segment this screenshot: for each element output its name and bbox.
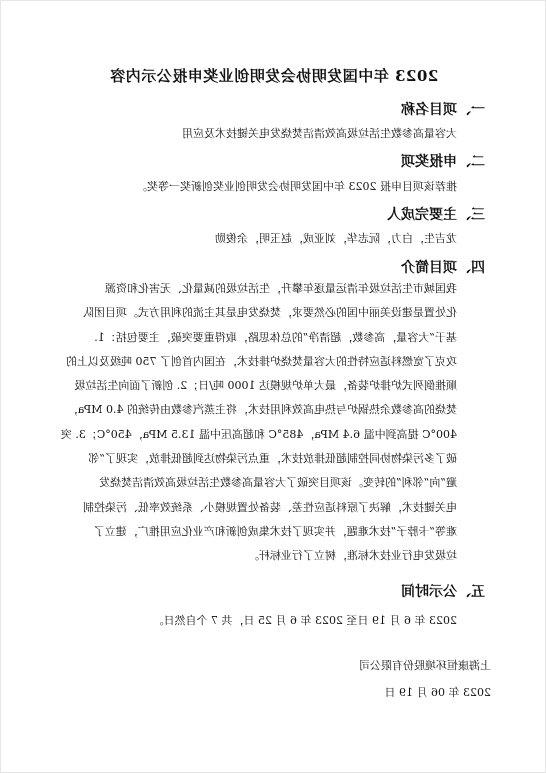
summary-line: 破了多污染物协同控制超低排放技术，重点污染物达到超低排放，实现了“邻 — [88, 452, 457, 466]
summary-line: 化处置是建设美丽中国的必然要求，焚烧发电是其主流的利用方式。项目团队 — [83, 306, 457, 320]
summary-line: 攻克了宽燃料适应特性的大容量焚烧炉排技术，在国内首创了 750 吨级及以上的 — [66, 354, 457, 368]
section-body-project-name: 大容量高参数生活垃圾高效清洁焚烧发电关键技术及应用 — [182, 127, 457, 140]
section-heading-publicity-period: 五、公示时间 — [401, 584, 485, 600]
summary-line: 400°C 提高到中温 6.4 MPa，485°C 和超高压中温 13.5 MPa，450°C；3. 突 — [60, 427, 457, 441]
summary-line: 基于“大容量，高参数，超清净”的总体思路，取得重要突破，主要包括：1. — [94, 330, 457, 344]
section-heading-contributors: 三、主要完成人 — [387, 207, 485, 223]
section-body-summary — [57, 277, 457, 569]
signature-date: 2023 年 06 月 19 日 — [384, 686, 491, 699]
summary-line: 我国城市生活垃圾年清运量逐年攀升，生活垃圾的减量化、无害化和资源 — [105, 282, 457, 295]
section-body-award: 推荐该项目申报 2023 年中国发明协会发明创业奖创新奖一等奖。 — [136, 180, 457, 193]
signature-organization: 上海康恒环境股份有限公司 — [359, 659, 491, 672]
summary-line: 电关键技术，解决了原料适应性差、装备处置规模小、系统效率低、污染控制 — [83, 500, 457, 514]
section-heading-summary: 四、项目简介 — [401, 260, 485, 276]
section-body-contributors: 龙吉生，白力，阮志华，刘亚成，赵玉明，余俊勋 — [215, 232, 457, 245]
summary-line: 难等“卡脖子”技术难题，并实现了技术集成创新和产业化应用推广，建立了 — [93, 524, 457, 538]
section-heading-project-name: 一、项目名称 — [401, 102, 485, 118]
summary-line: 垃圾发电行业技术标准，树立了行业标杆。 — [248, 549, 457, 563]
summary-line: 顺推倒列式炉排炉装备，最大单炉规模达 1000 吨/日；2. 创新了面向生活垃圾 — [74, 379, 457, 393]
section-body-publicity-period: 2023 年 6 月 19 日至 2023 年 6 月 25 日，共 7 个自然日。 — [152, 614, 457, 627]
mirrored-document — [1, 1, 546, 774]
summary-line: 避”向“邻利”的转变。该项目突破了大容量高参数生活垃圾高效清洁焚烧发 — [99, 476, 457, 490]
document-title: 2023 年中国发明协会发明创业奖申报公示内容 — [109, 67, 439, 85]
summary-line: 焚烧的高参数余热锅炉与热电高效利用技术，将主蒸汽参数由传统的 4.0 MPa， — [66, 403, 457, 417]
section-heading-award: 二、申报奖项 — [401, 154, 485, 170]
